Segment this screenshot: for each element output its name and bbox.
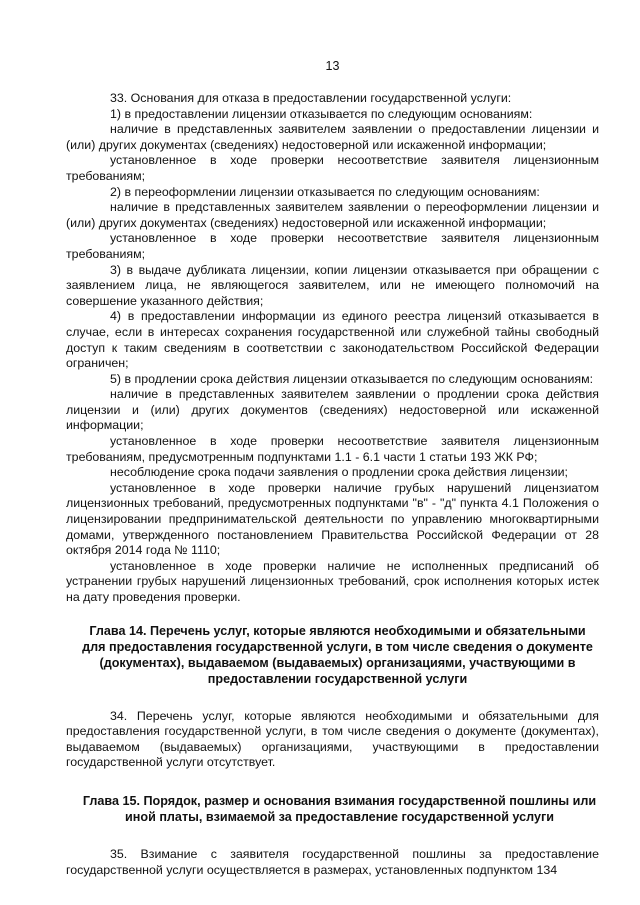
paragraph-2: 2) в переоформлении лицензии отказывается по следующим основаниям:: [110, 184, 540, 199]
paragraph-1: 1) в предоставлении лицензии отказывается по следующим основаниям:: [110, 106, 533, 121]
paragraph-5c: несоблюдение срока подачи заявления о продлении срока действия лицензии;: [110, 465, 568, 480]
chapter-15-heading: Глава 15. Порядок, размер и основания взимания государственной пошлины или иной платы, взимаемой за предоставление государственной услуги: [82, 793, 597, 824]
paragraph-3: 3) в выдаче дубликата лицензии, копии лицензии отказывается при обращении с заявлением лица, не являющегося заявителем, или не имеющего полномочий на совершение указанного действия;: [66, 262, 599, 308]
paragraph-1a: наличие в представленных заявителем заявлении о предоставлении лицензии и (или) других документах (сведениях) недостоверной или искаженной информации;: [66, 122, 599, 152]
paragraph-2a: наличие в представленных заявителем заявлении о переоформлении лицензии и (или) других документах (сведениях) недостоверной или искаженной информации;: [66, 200, 599, 230]
page-number: 13: [325, 59, 340, 73]
section-34: [66, 709, 599, 771]
section-35: [66, 847, 599, 878]
paragraph-2b: установленное в ходе проверки несоответствие заявителя лицензионным требованиям;: [66, 231, 599, 261]
paragraph-5e: установленное в ходе проверки наличие не исполненных предписаний об устранении грубых нарушений лицензионных требований, срок исполнения которых истек на дату проведения проверки.: [66, 558, 599, 604]
paragraph-4: 4) в предоставлении информации из единого реестра лицензий отказывается в случае, если в интересах сохранения государственной или служебной тайны свободный доступ к таким сведениям в соответствии с законодательством Российской Федерации ограничен;: [66, 309, 599, 371]
paragraph-5b: установленное в ходе проверки несоответствие заявителя лицензионным требованиям, предусмотренным подпунктами 1.1 - 6.1 части 1 статьи 193 ЖК РФ;: [66, 434, 599, 464]
chapter-14-heading: Глава 14. Перечень услуг, которые являются необходимыми и обязательными для предоставления государственной услуги, в том числе сведения о документе (документах), выдаваемом (выдаваемых) организациями, участвующими в предоставлении государственной услуги: [82, 623, 593, 686]
section-33-title: 33. Основания для отказа в предоставлении государственной услуги:: [110, 91, 512, 105]
paragraph-5: 5) в продлении срока действия лицензии отказывается по следующим основаниям:: [110, 371, 594, 386]
paragraph-34: 34. Перечень услуг, которые являются необходимыми и обязательными для предоставления государственной услуги, в том числе сведения о документе (документах), выдаваемом (выдаваемых) организациями, участвующими в предоставлении государственной услуги отсутствует.: [66, 708, 599, 770]
paragraph-5d: установленное в ходе проверки наличие грубых нарушений лицензиатом лицензионных требований, предусмотренных подпунктами "в" - "д" пункта 4.1 Положения о лицензировании предпринимательской деятельности по управлению многоквартирными домами, утвержденного постановлением Правительства Российской Федерации от 28 октября 2014 года № 1110;: [66, 480, 599, 558]
paragraph-35: 35. Взимание с заявителя государственной пошлины за предоставление государственной услуги осуществляется в размерах, установленных подпунктом 134: [66, 846, 599, 877]
paragraph-5a: наличие в представленных заявителем заявлении о продлении срока действия лицензии и (или) других документов (сведениях) недостоверной или искаженной информации;: [66, 387, 599, 433]
section-33: [66, 91, 599, 606]
paragraph-1b: установленное в ходе проверки несоответствие заявителя лицензионным требованиям;: [66, 153, 599, 183]
